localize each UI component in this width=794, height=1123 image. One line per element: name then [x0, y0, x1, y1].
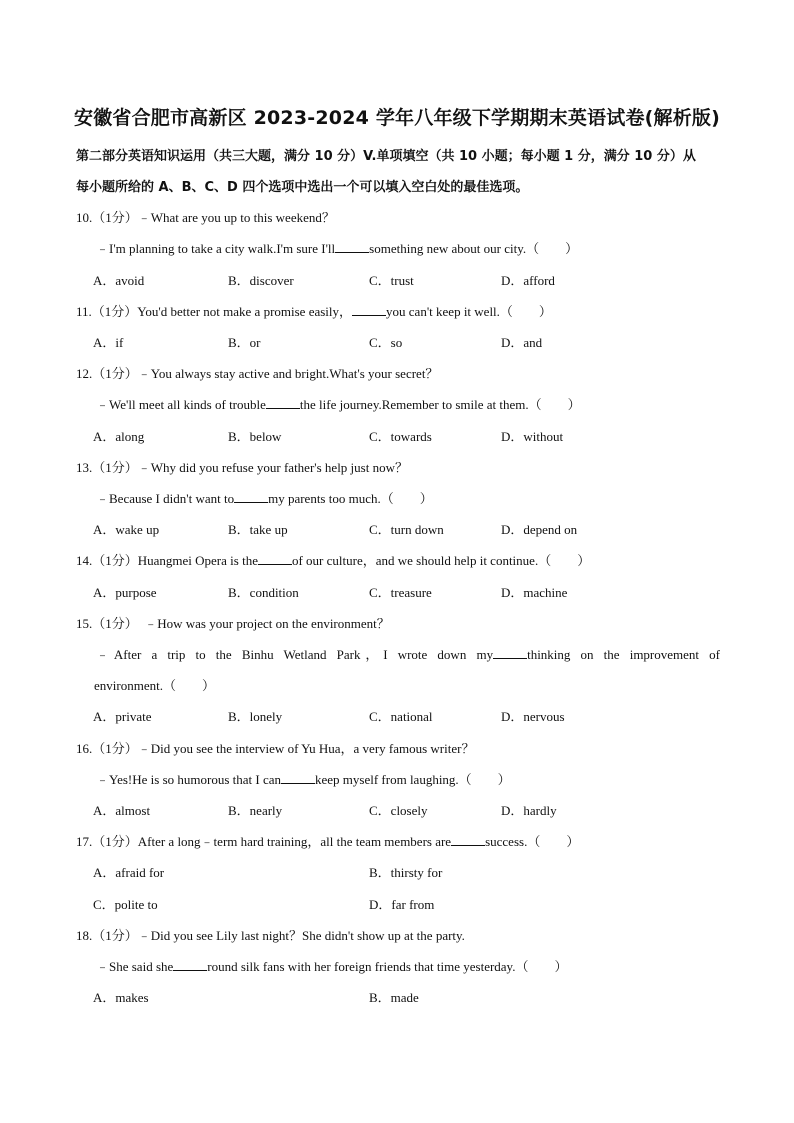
- answer-blank: [281, 773, 315, 784]
- option-b: B．nearly: [228, 803, 283, 818]
- question-16: 16.（1分）﹣Did you see the interview of Yu Hua，a very famous writer？: [76, 741, 475, 756]
- option-d: D．afford: [501, 273, 555, 288]
- option-a: A．if: [93, 335, 124, 350]
- question-10: 10.（1分）﹣What are you up to this weekend？: [76, 210, 335, 225]
- question-14: 14.（1分）Huangmei Opera is the of our culture，and we should help it continue.（ ）: [76, 553, 591, 568]
- option-a: A．private: [93, 709, 152, 724]
- option-c: C．so: [369, 335, 403, 350]
- option-a: A．makes: [93, 990, 149, 1005]
- answer-blank: [173, 960, 207, 971]
- option-d: D．machine: [501, 585, 568, 600]
- option-d: D．hardly: [501, 803, 557, 818]
- option-c: C．towards: [369, 429, 432, 444]
- option-b: B．thirsty for: [369, 865, 443, 880]
- dialogue-line: ﹣I'm planning to take a city walk.I'm sure I'll something new about our city.（ ）: [96, 241, 579, 256]
- option-c: C．polite to: [93, 897, 158, 912]
- answer-blank: [335, 242, 369, 253]
- option-b: B．take up: [228, 522, 288, 537]
- question-11: 11.（1分）You'd better not make a promise easily， you can't keep it well.（ ）: [76, 304, 552, 319]
- option-b: B．lonely: [228, 709, 283, 724]
- answer-blank: [266, 398, 300, 409]
- option-d: D．far from: [369, 897, 435, 912]
- section-intro-line-2: 每小题所给的 A、B、C、D 四个选项中选出一个可以填入空白处的最佳选项。: [76, 180, 529, 195]
- option-d: D．without: [501, 429, 564, 444]
- option-a: A．purpose: [93, 585, 157, 600]
- option-c: C．treasure: [369, 585, 432, 600]
- option-a: A．along: [93, 429, 145, 444]
- question-13: 13.（1分）﹣Why did you refuse your father's help just now？: [76, 460, 408, 475]
- option-a: A．avoid: [93, 273, 145, 288]
- option-b: B．or: [228, 335, 261, 350]
- dialogue-line-cont: environment.（ ）: [94, 678, 215, 693]
- option-a: A．afraid for: [93, 865, 165, 880]
- option-b: B．below: [228, 429, 282, 444]
- answer-blank: [234, 492, 268, 503]
- dialogue-line: ﹣Because I didn't want to my parents too much.（ ）: [96, 491, 433, 506]
- question-15: 15.（1分） ﹣How was your project on the environment？: [76, 616, 390, 631]
- option-d: D．nervous: [501, 709, 565, 724]
- dialogue-line: ﹣We'll meet all kinds of trouble the life journey.Remember to smile at them.（ ）: [96, 397, 581, 412]
- option-a: A．wake up: [93, 522, 160, 537]
- page-title: 安徽省合肥市高新区 2023-2024 学年八年级下学期期末英语试卷(解析版): [73, 107, 721, 129]
- option-c: C．turn down: [369, 522, 444, 537]
- question-18: 18.（1分）﹣Did you see Lily last night？She didn't show up at the party.: [76, 928, 465, 943]
- option-b: B．made: [369, 990, 419, 1005]
- answer-blank: [451, 835, 485, 846]
- dialogue-line: ﹣After a trip to the Binhu Wetland Park，I wrote down my thinking on the improvement of: [96, 647, 720, 662]
- option-c: C．national: [369, 709, 433, 724]
- option-c: C．closely: [369, 803, 428, 818]
- question-17: 17.（1分）After a long﹣term hard training，all the team members are success.（ ）: [76, 834, 580, 849]
- dialogue-line: ﹣She said she round silk fans with her foreign friends that time yesterday.（ ）: [96, 959, 568, 974]
- answer-blank: [493, 648, 527, 659]
- dialogue-line: ﹣Yes!He is so humorous that I can keep myself from laughing.（ ）: [96, 772, 511, 787]
- option-b: B．condition: [228, 585, 299, 600]
- option-c: C．trust: [369, 273, 414, 288]
- answer-blank: [258, 554, 292, 565]
- option-a: A．almost: [93, 803, 151, 818]
- section-intro-line-1: 第二部分英语知识运用（共三大题，满分 10 分）V.单项填空（共 10 小题；每小题 1 分，满分 10 分）从: [76, 149, 696, 164]
- option-b: B．discover: [228, 273, 294, 288]
- option-d: D．and: [501, 335, 543, 350]
- question-12: 12.（1分）﹣You always stay active and bright.What's your secret？: [76, 366, 439, 381]
- answer-blank: [352, 305, 386, 316]
- option-d: D．depend on: [501, 522, 578, 537]
